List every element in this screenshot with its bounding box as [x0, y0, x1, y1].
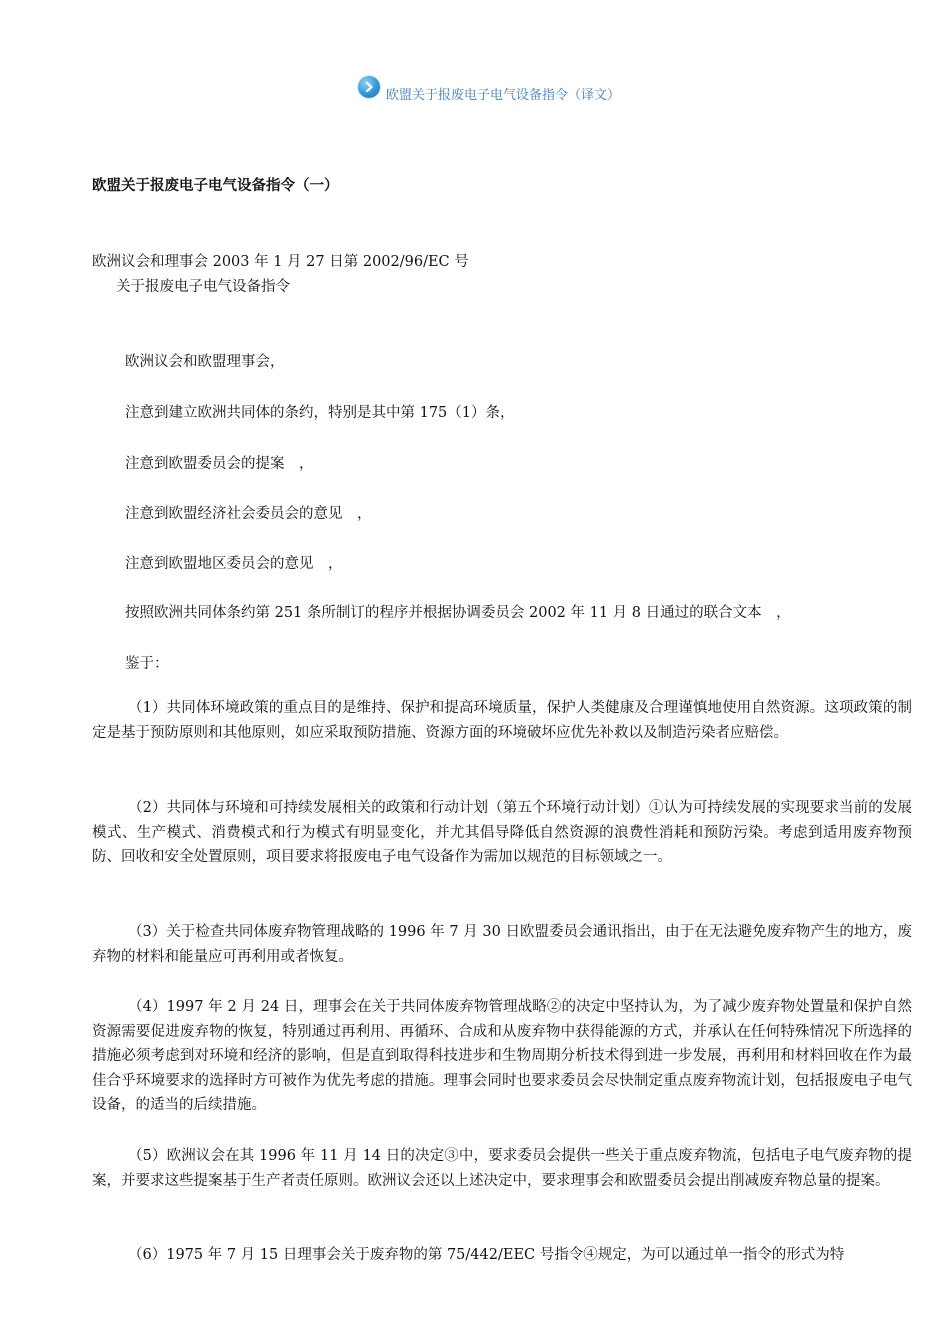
recital-5: （5）欧洲议会在其 1996 年 11 月 14 日的决定③中，要求委员会提供一些关于重点废弃物流，包括电子电气废弃物的提案，并要求这些提案基于生产者责任原则。欧洲议会还以上述决定中，要求理事会和欧盟委员会提出削减废弃物总量的提案。 — [92, 1148, 912, 1189]
issuer-line: 欧洲议会和理事会 2003 年 1 月 27 日第 2002/96/EC 号 — [92, 254, 469, 270]
recital-3: （3）关于检查共同体废弃物管理战略的 1996 年 7 月 30 日欧盟委员会通讯指出，由于在无法避免废弃物产生的地方，废弃物的材料和能量应可再利用或者恢复。 — [92, 924, 912, 965]
preamble-regions-opinion: 注意到欧盟地区委员会的意见 ， — [125, 556, 343, 572]
preamble-treaty: 注意到建立欧洲共同体的条约，特别是其中第 175（1）条， — [125, 405, 515, 421]
header-link-row — [0, 76, 950, 106]
recital-4: （4）1997 年 2 月 24 日，理事会在关于共同体废弃物管理战略②的决定中坚持认为，为了减少废弃物处置量和保护自然资源需要促进废弃物的恢复，特别通过再利用、再循环、合成和从废弃物中获得能源的方式，并承认在任何特殊情况下所选择的措施必须考虑到对环境和经济的影响，但是直到取得科技进步和生物周期分析技术得到进一步发展，再利用和材料回收在作为最佳合乎环境要求的选择时方可被作为优先考虑的措施。理事会同时也要求委员会尽快制定重点废弃物流计划，包括报废电子电气设备，的适当的后续措施。 — [92, 999, 912, 1113]
subject-line: 关于报废电子电气设备指令 — [116, 279, 290, 295]
recital-6: （6）1975 年 7 月 15 日理事会关于废弃物的第 75/442/EEC 号指令④规定，为可以通过单一指令的形式为特 — [128, 1247, 845, 1263]
preamble-whereas: 鉴于： — [125, 656, 169, 672]
preamble-addressee: 欧洲议会和欧盟理事会， — [125, 354, 285, 370]
recital-2: （2）共同体与环境和可持续发展相关的政策和行动计划（第五个环境行动计划）①认为可持续发展的实现要求当前的发展模式、生产模式、消费模式和行为模式有明显变化，并尤其倡导降低自然资源的浪费性消耗和预防污染。考虑到适用废弃物预防、回收和安全处置原则，项目要求将报废电子电气设备作为需加以规范的目标领域之一。 — [92, 800, 912, 865]
preamble-esc-opinion: 注意到欧盟经济社会委员会的意见 ， — [125, 506, 372, 522]
recital-1: （1）共同体环境政策的重点目的是维持、保护和提高环境质量，保护人类健康及合理谨慎地使用自然资源。这项政策的制定是基于预防原则和其他原则，如应采取预防措施、资源方面的环境破坏应优先补救以及制造污染者应赔偿。 — [92, 700, 912, 741]
arrow-right-circle-icon[interactable] — [358, 76, 380, 98]
preamble-commission-proposal: 注意到欧盟委员会的提案 ， — [125, 456, 314, 472]
translation-link[interactable]: 欧盟关于报废电子电气设备指令（译文） — [386, 88, 621, 103]
document-title: 欧盟关于报废电子电气设备指令（一） — [92, 177, 339, 194]
preamble-procedure: 按照欧洲共同体条约第 251 条所制订的程序并根据协调委员会 2002 年 11 月 8 日通过的联合文本 ， — [125, 605, 791, 621]
